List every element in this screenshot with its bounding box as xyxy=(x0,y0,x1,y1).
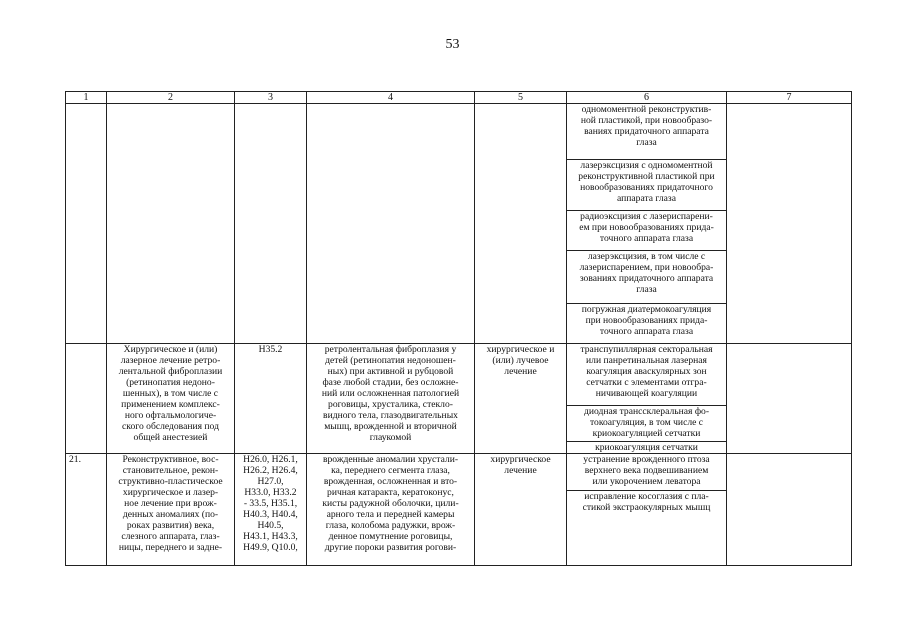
empty-cell xyxy=(475,104,567,344)
method-cell: лазерэксцизия с одномоментной реконструктивной пластикой при новообразованиях придаточного аппарата глаза xyxy=(567,160,727,211)
empty-cell xyxy=(727,344,852,454)
table-row xyxy=(66,344,852,406)
table-row xyxy=(66,104,852,160)
empty-cell xyxy=(235,104,307,344)
empty-cell xyxy=(727,454,852,566)
method-cell: устранение врожденного птоза верхнего века подвешиванием или укорочением леватора xyxy=(567,454,727,491)
column-number: 7 xyxy=(727,92,852,104)
table-row xyxy=(66,454,852,491)
treatment-kind-cell: хирургическое лечение xyxy=(475,454,567,566)
method-cell: криокоагуляция сетчатки xyxy=(567,442,727,454)
column-number-row xyxy=(66,92,852,104)
medical-care-table xyxy=(65,91,852,566)
patient-model-cell: ретролентальная фиброплазия у детей (ретинопатия недоношен- ных) при активной и рубцовой фазе любой стадии, без осложне- ний или осложненная патологией роговицы, хрусталика, стекло- видного тела, глазодвигательных мышц, врожденной и вторичной глаукомой xyxy=(307,344,475,454)
column-number: 3 xyxy=(235,92,307,104)
column-number: 6 xyxy=(567,92,727,104)
method-cell: лазерэксцизия, в том числе с лазериспарением, при новообра- зованиях придаточного аппарата глаза xyxy=(567,251,727,304)
icd-codes-cell: H26.0, H26.1, H26.2, H26.4, H27.0, H33.0, H33.2 - 33.5, H35.1, H40.3, H40.4, H40.5, H43.1, H43.3, H49.9, Q10.0, xyxy=(235,454,307,566)
empty-cell xyxy=(107,104,235,344)
method-cell: диодная транссклеральная фо- токоагуляция, в том числе с криокоагуляцией сетчатки xyxy=(567,406,727,442)
empty-cell xyxy=(307,104,475,344)
patient-model-cell: врожденные аномалии хрустали- ка, переднего сегмента глаза, врожденная, осложненная и вто- ричная катаракта, кератоконус, кисты радужной оболочки, цили- арного тела и передней камеры глаза, колобома радужки, врож- денное помутнение роговицы, другие пороки развития рогови- xyxy=(307,454,475,566)
method-cell: одномоментной реконструктив- ной пластикой, при новообразо- ваниях придаточного аппарата глаза xyxy=(567,104,727,160)
page-number: 53 xyxy=(445,37,460,52)
method-cell: погружная диатермокоагуляция при новообразованиях прида- точного аппарата глаза xyxy=(567,304,727,344)
treatment-type-cell: Реконструктивное, вос- становительное, рекон- структивно-пластическое хирургическое и лазер- ное лечение при врож- денных аномалиях (по- роках развития) века, слезного аппарата, глаз- ницы, переднего и задне- xyxy=(107,454,235,566)
empty-cell xyxy=(66,104,107,344)
column-number: 2 xyxy=(107,92,235,104)
column-number: 5 xyxy=(475,92,567,104)
method-cell: транспупиллярная секторальная или панретинальная лазерная коагуляция аваскулярных зон сетчатки с элементами отгра- ничивающей коагуляции xyxy=(567,344,727,406)
empty-cell xyxy=(727,104,852,344)
empty-cell xyxy=(66,344,107,454)
treatment-type-cell: Хирургическое и (или) лазерное лечение ретро- лентальной фиброплазии (ретинопатия недоно- шенных), в том числе с применением комплекс- ного офтальмологиче- ского обследования под общей анестезией xyxy=(107,344,235,454)
column-number: 1 xyxy=(66,92,107,104)
method-cell: радиоэксцизия с лазериспарени- ем при новообразованиях прида- точного аппарата глаза xyxy=(567,211,727,251)
column-number: 4 xyxy=(307,92,475,104)
row-number-cell: 21. xyxy=(66,454,107,566)
treatment-kind-cell: хирургическое и (или) лучевое лечение xyxy=(475,344,567,454)
method-cell: исправление косоглазия с пла- стикой экстраокулярных мышц xyxy=(567,491,727,566)
icd-codes-cell: H35.2 xyxy=(235,344,307,454)
